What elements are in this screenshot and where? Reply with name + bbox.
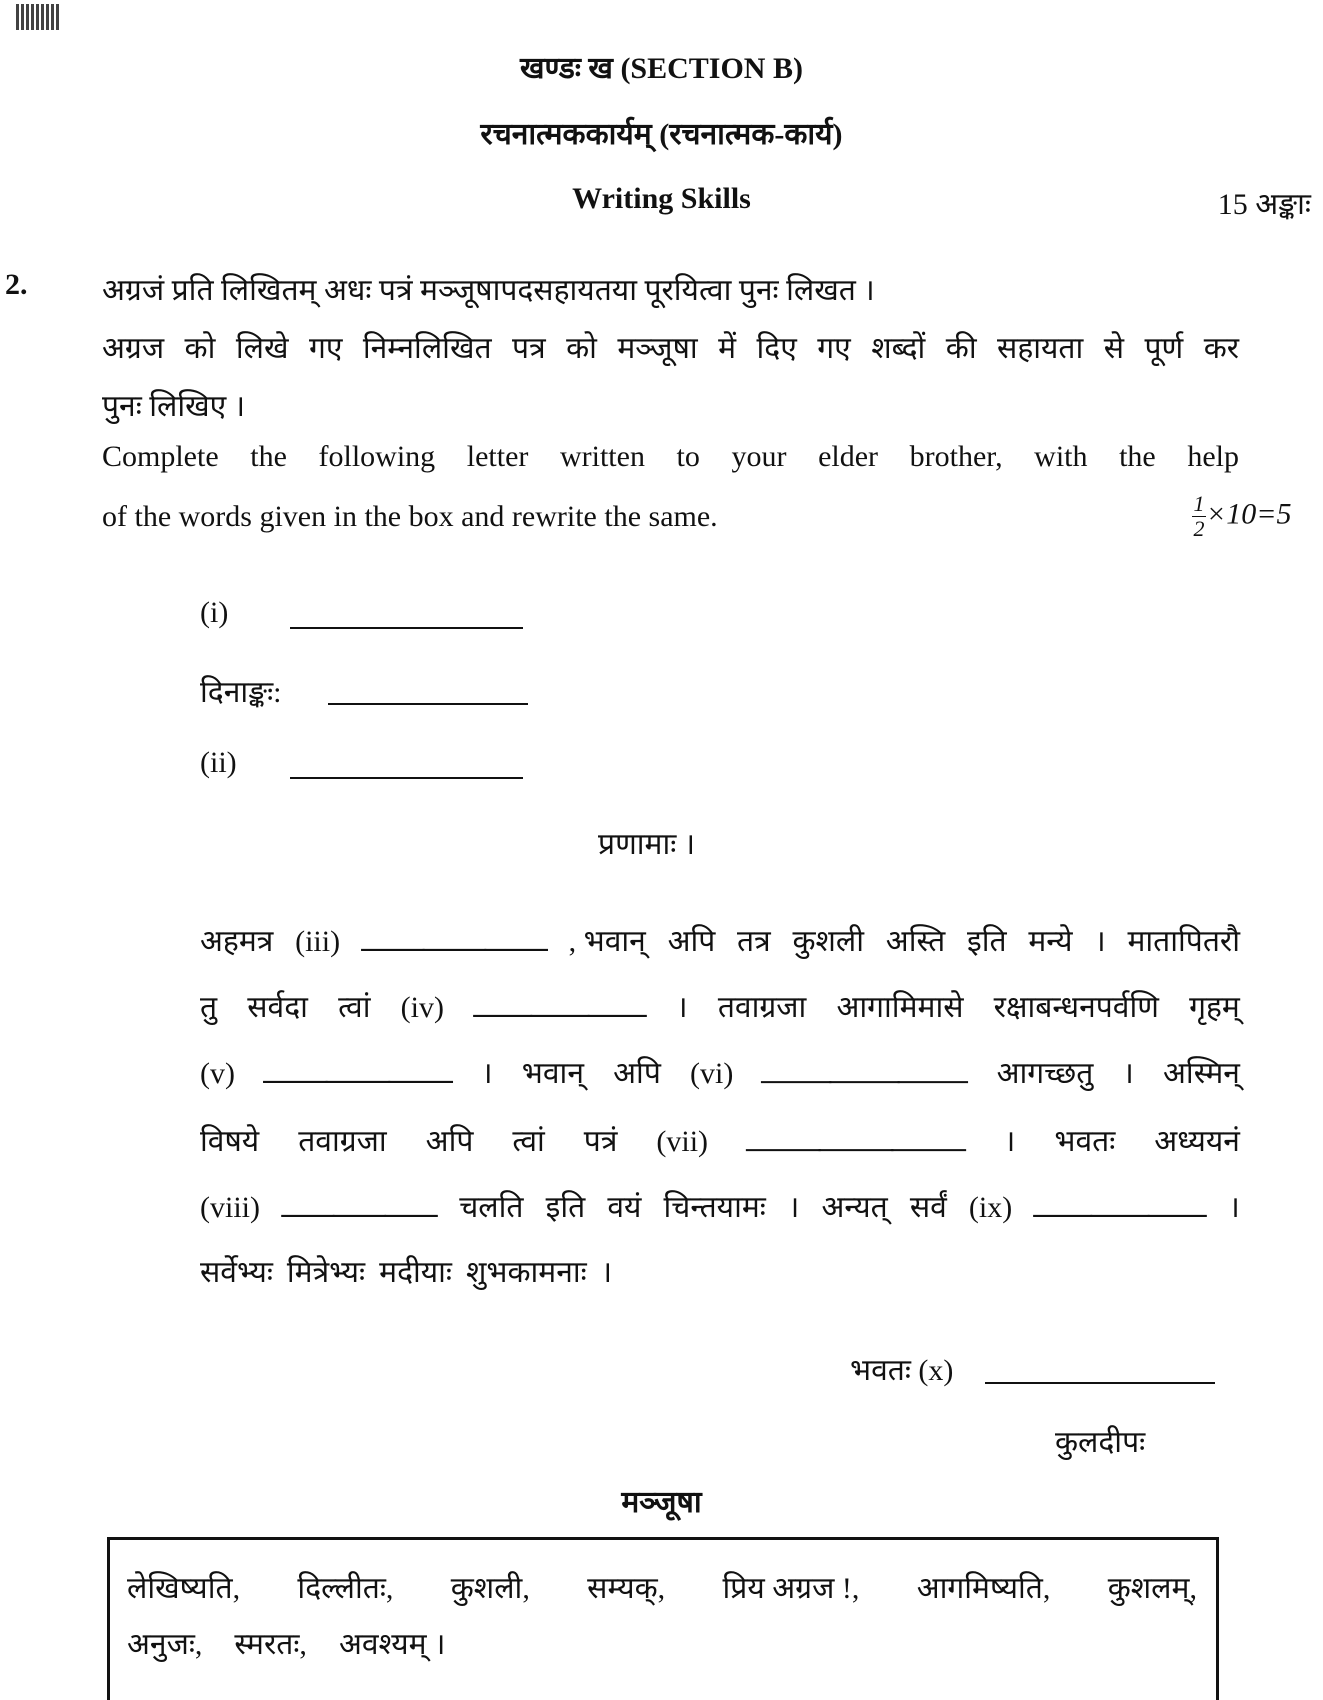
letter-word: (iv) (400, 991, 444, 1024)
english-instruction-line1: Complete the following letter written to your elder brother, with the help (102, 440, 1239, 473)
marks-fraction (1192, 492, 1206, 541)
letter-word: वयं (607, 1191, 642, 1224)
question-number: 2. (5, 268, 28, 301)
word-box-option: दिल्लीतः, (297, 1572, 394, 1605)
letter-word: पत्रं (583, 1125, 618, 1158)
word-box-option: कुशली, (450, 1572, 530, 1605)
answer-blank[interactable] (1034, 1184, 1207, 1220)
letter-word: चलति (459, 1191, 524, 1224)
letter-line (200, 1250, 1240, 1291)
letter-word: (vii) (656, 1125, 709, 1158)
letter-word: (ix) (968, 1191, 1013, 1224)
signature: कुलदीपः (1055, 1426, 1146, 1459)
answer-blank-line: ___ (474, 987, 647, 1020)
letter-word: मदीयाः (379, 1256, 452, 1289)
letter-word: अस्मिन् (1163, 1057, 1240, 1090)
letter-word: इति (545, 1191, 586, 1224)
letter-word: रक्षाबन्धनपर्वणि (993, 991, 1159, 1024)
fraction-denominator: 2 (1193, 516, 1205, 541)
marks-multiplier: ×10=5 (1206, 497, 1292, 531)
answer-blank-line: ___ (762, 1053, 968, 1086)
answer-blank-line: ___ (264, 1053, 453, 1086)
hindi-instruction-line1: अग्रज को लिखे गए निम्नलिखित पत्र को मञ्जूषा में दिए गए शब्दों की सहायता से पूर्ण कर (102, 332, 1239, 365)
section-subtitle: रचनात्मककार्यम् (रचनात्मक-कार्य) (480, 118, 843, 151)
letter-word: , भवान् (568, 925, 646, 958)
letter-word: अस्ति (885, 925, 946, 958)
letter-word: त्वां (338, 991, 371, 1024)
date-blank[interactable] (328, 702, 528, 705)
word-box-option: कुशलम्, (1107, 1572, 1197, 1605)
letter-word: (v) (200, 1057, 235, 1090)
hindi-instruction-line2: पुनः लिखिए । (102, 390, 246, 423)
answer-blank-line: ___ (282, 1187, 438, 1220)
word-box-option: स्मरतः, (234, 1628, 307, 1661)
letter-word: अपि (613, 1057, 661, 1090)
letter-word: । (1228, 1191, 1240, 1224)
answer-blank-line: ___ (361, 921, 547, 954)
letter-word: तवाग्रजा (298, 1125, 387, 1158)
letter-word: । (600, 1256, 613, 1289)
word-box-option: लेखिष्यति, (127, 1572, 241, 1605)
letter-word: अध्ययनं (1154, 1125, 1240, 1158)
letter-word: सर्वेभ्यः (200, 1256, 273, 1289)
letter-word: इति (967, 925, 1007, 958)
blank-ii-label: (ii) (200, 746, 237, 779)
letter-line (200, 984, 1240, 1026)
question-marks (1192, 492, 1292, 541)
letter-line (200, 1184, 1240, 1226)
blank-ii[interactable] (290, 776, 523, 779)
letter-word: मातापितरौ (1127, 925, 1240, 958)
letter-word: तु (200, 991, 218, 1024)
letter-word: अन्यत् (821, 1191, 888, 1224)
letter-word: । (481, 1057, 493, 1090)
english-instruction-line2: of the words given in the box and rewrite the same. (102, 500, 718, 533)
answer-blank[interactable] (747, 1118, 966, 1154)
letter-word: शुभकामनाः (466, 1256, 587, 1289)
word-box-option: प्रिय अग्रज !, (722, 1572, 860, 1605)
letter-word: सर्वदा (247, 991, 308, 1024)
blank-i-label: (i) (200, 596, 229, 629)
letter-word: विषये (200, 1125, 260, 1158)
section-marks: 15 अङ्काः (1217, 188, 1311, 221)
letter-word: (viii) (200, 1191, 260, 1224)
letter-word: तत्र (737, 925, 771, 958)
letter-word: सर्वं (909, 1191, 947, 1224)
letter-line (200, 1050, 1240, 1092)
letter-word: । (1004, 1125, 1016, 1158)
writing-skills-title: Writing Skills (572, 182, 751, 215)
letter-word: अहमत्र (200, 925, 274, 958)
letter-word: भवान् (521, 1057, 584, 1090)
word-box-title: मञ्जूषा (621, 1486, 702, 1519)
letter-word: मित्रेभ्यः (286, 1256, 366, 1289)
blank-i[interactable] (290, 626, 523, 629)
letter-word: तवाग्रजा (717, 991, 807, 1024)
letter-word: आगामिमासे (836, 991, 964, 1024)
letter-word: । (1122, 1057, 1134, 1090)
letter-word: मन्ये (1028, 925, 1073, 958)
answer-blank-line: ___ (1034, 1187, 1207, 1220)
answer-blank[interactable] (762, 1050, 968, 1086)
letter-word: कुशली (792, 925, 865, 958)
sanskrit-instruction: अग्रजं प्रति लिखितम् अधः पत्रं मञ्जूषापदसहायतया पूरयित्वा पुनः लिखत । (102, 274, 875, 307)
letter-word: आगच्छतु (996, 1057, 1094, 1090)
answer-blank[interactable] (282, 1184, 438, 1220)
word-box-option: अनुजः, (127, 1628, 203, 1661)
section-title: खण्डः ख (SECTION B) (520, 52, 803, 85)
closing: भवतः (x) (850, 1354, 954, 1387)
word-box-option: अवश्यम् । (338, 1628, 446, 1661)
word-box-row-2 (127, 1622, 1197, 1663)
letter-word: । (676, 991, 688, 1024)
date-label: दिनाङ्कः: (200, 676, 282, 709)
letter-word: अपि (667, 925, 716, 958)
letter-word: त्वां (512, 1125, 545, 1158)
date-label-text: दिनाङ्कः (200, 676, 274, 709)
word-box-option: आगमिष्यति, (916, 1572, 1051, 1605)
letter-word: भवतः (1054, 1125, 1116, 1158)
blank-x[interactable] (985, 1381, 1215, 1384)
answer-blank-line: ___ (747, 1121, 966, 1154)
letter-line (200, 918, 1240, 960)
letter-word: चिन्तयामः (663, 1191, 766, 1224)
letter-word: । (787, 1191, 800, 1224)
letter-word: । (1094, 925, 1106, 958)
letter-word: (iii) (295, 925, 341, 958)
answer-blank[interactable] (264, 1050, 453, 1086)
greeting: प्रणामाः । (598, 828, 696, 861)
letter-word: गृहम् (1189, 991, 1240, 1024)
answer-blank[interactable] (474, 984, 647, 1020)
word-box (107, 1537, 1219, 1700)
letter-word: अपि (425, 1125, 474, 1158)
letter-word: (vi) (690, 1057, 734, 1090)
fraction-numerator: 1 (1193, 491, 1205, 516)
word-box-row-1 (127, 1566, 1197, 1607)
word-box-option: सम्यक्, (587, 1572, 666, 1605)
letter-line (200, 1118, 1240, 1160)
answer-blank[interactable] (361, 918, 547, 954)
qr-code (16, 4, 60, 30)
